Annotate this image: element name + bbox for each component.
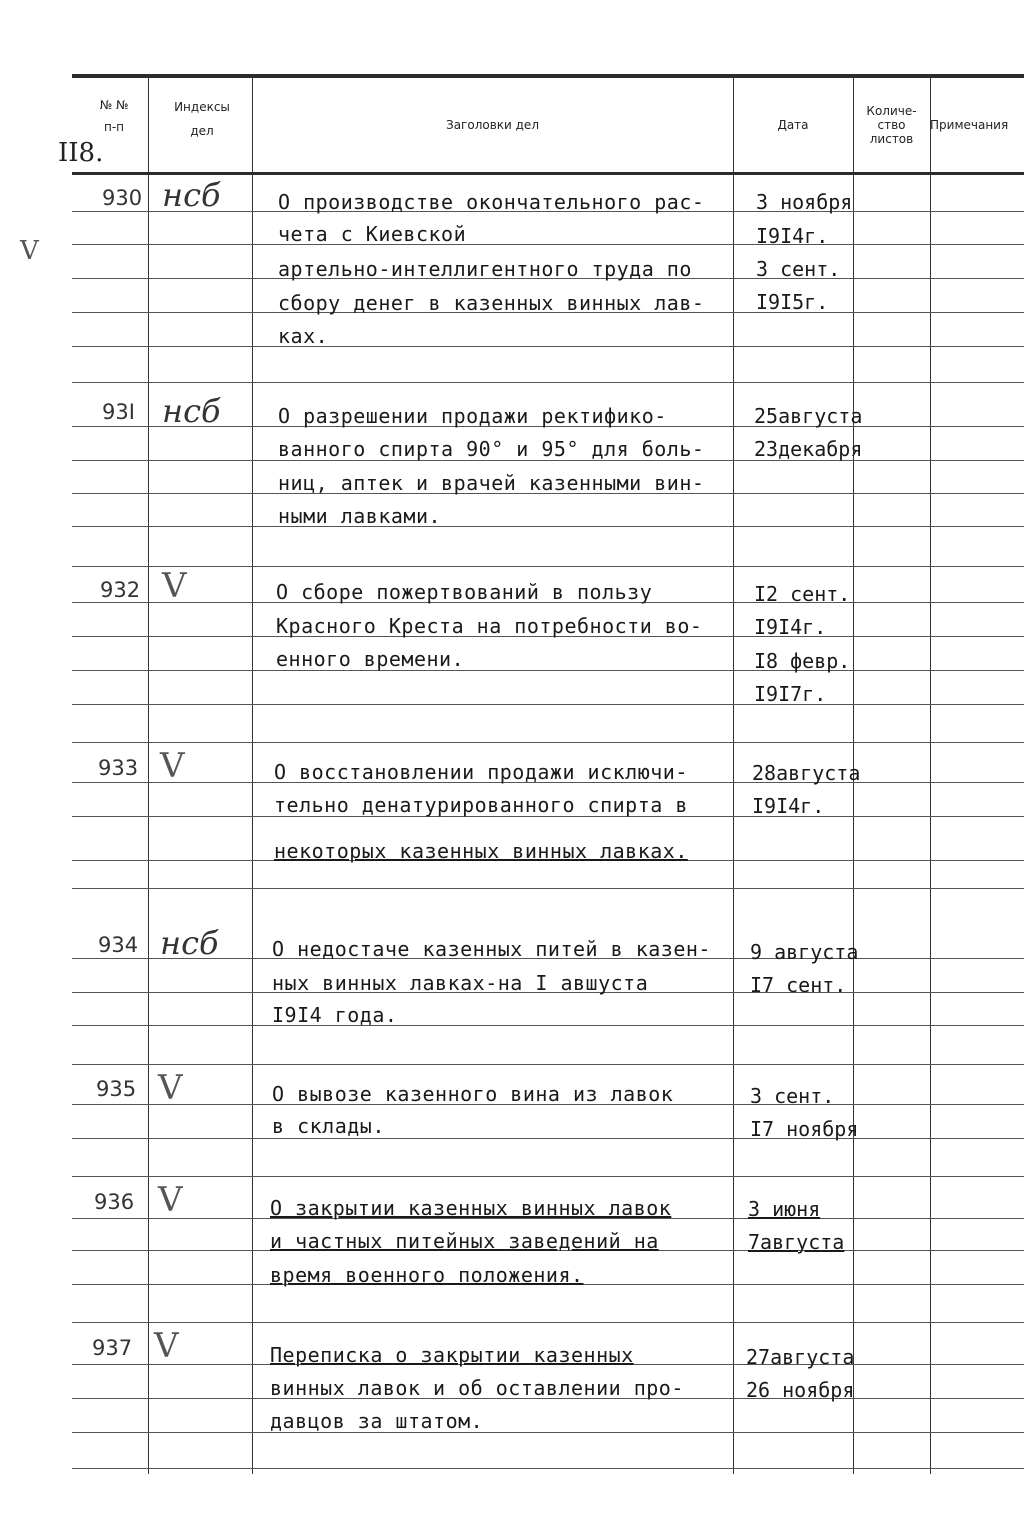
header-col-sheet-count: Количе- ство листов xyxy=(866,104,917,146)
column-divider xyxy=(148,74,149,1474)
title-line: О закрытии казенных винных лавок xyxy=(270,1196,672,1220)
ruled-line xyxy=(72,888,1024,889)
title-line: и частных питейных заведений на xyxy=(270,1229,659,1253)
date-line: 3 июня xyxy=(748,1197,821,1221)
ruled-line xyxy=(72,1025,1024,1026)
record-number: 933 xyxy=(98,756,139,780)
ruled-line xyxy=(72,1468,1024,1469)
title-line: О сборе пожертвований в пользу xyxy=(276,580,653,604)
date-line: I9I7г. xyxy=(754,682,827,706)
title-line: тельно денатурированного спирта в xyxy=(274,793,688,817)
ruled-line xyxy=(72,244,1024,245)
record-number: 935 xyxy=(96,1077,137,1101)
ruled-line xyxy=(72,1064,1024,1065)
title-line: ными лавками. xyxy=(278,504,442,528)
record-number: 934 xyxy=(98,933,139,957)
date-line: I2 сент. xyxy=(754,582,851,606)
date-line: 25августа xyxy=(754,404,863,428)
title-line: сбору денег в казенных винных лав- xyxy=(278,291,705,315)
date-line: 27августа xyxy=(746,1345,855,1369)
date-line: I9I4г. xyxy=(756,224,829,248)
header-col-title: Заголовки дел xyxy=(446,118,539,132)
title-line: I9I4 года. xyxy=(272,1003,398,1027)
record-number: 93I xyxy=(102,400,135,424)
header-col-number: № № п-п xyxy=(99,98,129,134)
title-line: О производстве окончательного рас- xyxy=(278,190,705,214)
record-number: 936 xyxy=(94,1190,135,1214)
header-col-notes: Примечания xyxy=(930,118,1009,132)
page-number: II8. xyxy=(58,138,104,168)
date-line: 28августа xyxy=(752,761,861,785)
record-index: V xyxy=(158,1068,183,1108)
date-line: 3 ноября xyxy=(756,190,853,214)
title-line: некоторых казенных винных лавках. xyxy=(274,839,688,863)
date-line: 3 сент. xyxy=(756,257,841,281)
ruled-line xyxy=(72,742,1024,743)
record-number: 932 xyxy=(100,578,141,602)
title-line: енного времени. xyxy=(276,647,465,671)
header-col-index: Индексы дел xyxy=(174,100,230,138)
date-line: I8 февр. xyxy=(754,649,851,673)
record-index: V xyxy=(154,1326,179,1366)
title-line: ках. xyxy=(278,324,329,348)
title-line: ных винных лавках-на I авшуста xyxy=(272,971,649,995)
title-line: О восстановлении продажи исключи- xyxy=(274,760,688,784)
margin-check-mark: V xyxy=(20,236,39,266)
ruled-line xyxy=(72,1322,1024,1323)
record-index: V xyxy=(160,746,185,786)
date-line: 3 сент. xyxy=(750,1084,835,1108)
record-index: V xyxy=(158,1180,183,1220)
record-index: нсб xyxy=(162,176,221,214)
date-line: I7 сент. xyxy=(750,973,847,997)
title-line: время военного положения. xyxy=(270,1263,584,1287)
record-number: 930 xyxy=(102,186,143,210)
ruled-line xyxy=(72,526,1024,527)
title-line: артельно-интеллигентного труда по xyxy=(278,257,692,281)
title-line: О разрешении продажи ректифико- xyxy=(278,404,667,428)
date-line: 9 августа xyxy=(750,940,859,964)
ruled-line xyxy=(72,382,1024,383)
date-line: 26 ноября xyxy=(746,1378,855,1402)
ruled-line xyxy=(72,1138,1024,1139)
ruled-line xyxy=(72,704,1024,705)
ruled-line xyxy=(72,1432,1024,1433)
title-line: Красного Креста на потребности во- xyxy=(276,614,703,638)
date-line: I7 ноября xyxy=(750,1117,859,1141)
record-number: 937 xyxy=(92,1336,133,1360)
title-line: О недостаче казенных питей в казен- xyxy=(272,937,711,961)
date-line: I9I5г. xyxy=(756,290,829,314)
title-line: ниц, аптек и врачей казенными вин- xyxy=(278,471,705,495)
header-bottom-rule xyxy=(72,172,1024,175)
date-line: 23декабря xyxy=(754,437,863,461)
ruled-line xyxy=(72,566,1024,567)
header-top-rule xyxy=(72,74,1024,78)
title-line: давцов за штатом. xyxy=(270,1409,484,1433)
title-line: чета с Киевской xyxy=(278,222,467,246)
ruled-line xyxy=(72,1176,1024,1177)
record-index: V xyxy=(162,566,187,606)
ruled-line xyxy=(72,346,1024,347)
record-index: нсб xyxy=(160,924,219,962)
title-line: ванного спирта 90° и 95° для боль- xyxy=(278,437,705,461)
column-divider xyxy=(252,74,253,1474)
title-line: винных лавок и об оставлении про- xyxy=(270,1376,684,1400)
date-line: I9I4г. xyxy=(754,615,827,639)
date-line: I9I4г. xyxy=(752,794,825,818)
date-line: 7августа xyxy=(748,1230,845,1254)
record-index: нсб xyxy=(162,392,221,430)
header-col-date: Дата xyxy=(777,118,809,132)
title-line: О вывозе казенного вина из лавок xyxy=(272,1082,674,1106)
title-line: в склады. xyxy=(272,1114,385,1138)
column-divider xyxy=(930,74,931,1474)
ruled-line xyxy=(72,670,1024,671)
title-line: Переписка о закрытии казенных xyxy=(270,1343,634,1367)
column-divider xyxy=(733,74,734,1474)
